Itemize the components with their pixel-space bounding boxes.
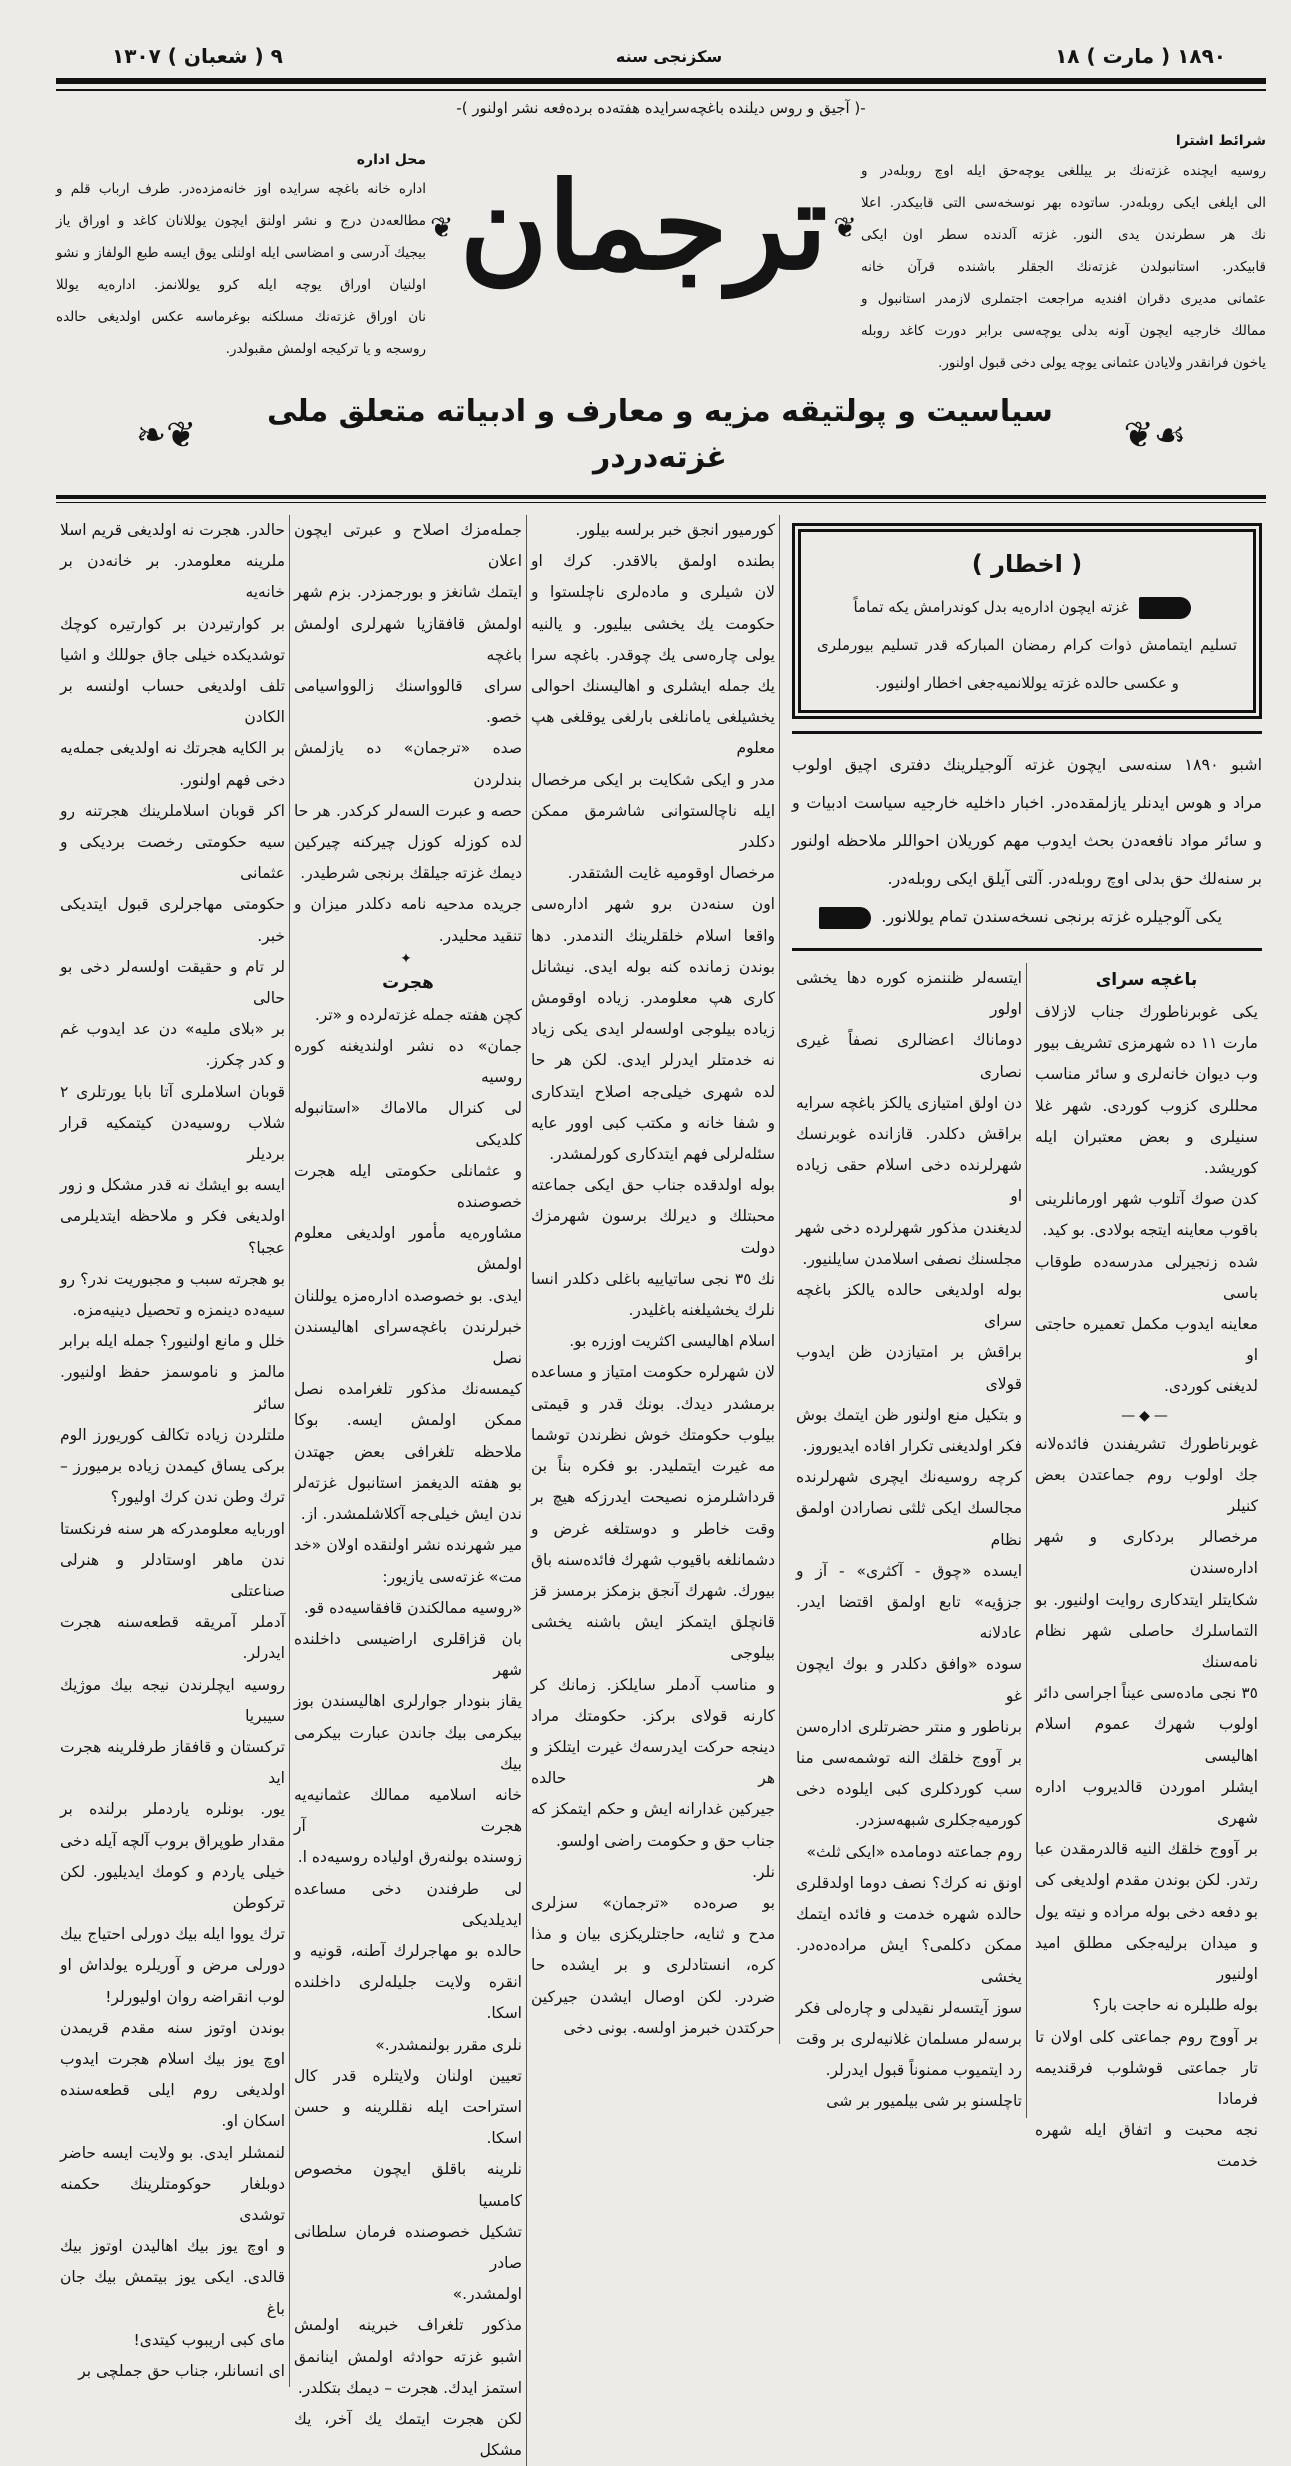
- text-line: وب دیوان خانه‌لری و سائر مناسب: [1035, 1065, 1258, 1084]
- right-section: [780, 515, 1266, 2178]
- text-line: وقت خاطر و دوستلغه غرض و: [531, 1519, 775, 1538]
- text-line: محللری کزوب کوردی. شهر غلا: [1035, 1096, 1258, 1115]
- text-line: حرکتدن خبرمز اولسه. بونی دخی: [563, 2018, 775, 2037]
- text-line: مای کبی اریبوب کیتدی!: [133, 2330, 285, 2349]
- text-line: بر آووج روم جماعتی کلی اولان تا: [1035, 2027, 1258, 2046]
- text-line: قابیکدر. استانبولدن غزته‌نك الجقلر باشنده قرآن خانه: [861, 259, 1266, 275]
- text-line: بان قزاقلری اراضیسی داخلنده شهر: [294, 1629, 522, 1680]
- text-line: مدر و ایکی شکایت بر ایکی مرخصال: [531, 770, 775, 789]
- notice-heading: ( اخطار ): [971, 550, 1083, 578]
- text-line: جك اولوب روم جماعتدن بعض کنیلر: [1035, 1465, 1258, 1516]
- text-line: ٣٥ نجی ماده‌سی عیناً اجراسی دائر: [1035, 1684, 1258, 1703]
- text-line: اونق نه کرك؟ نصف دوما اولدقلری: [796, 1873, 1022, 1892]
- text-line: محبتلك و دیرلك برسون شهرمزك دولت: [531, 1207, 775, 1257]
- text-line: مارت ١١ ده شهرمزی تشریف بیور: [1035, 1034, 1258, 1053]
- text-line: توشدیکده خیلی جاق جوللك و اشیا: [60, 645, 285, 664]
- text-line: کورمیور انجق خبر برلسه بیلور.: [575, 521, 775, 539]
- text-line: تسلیم ایتمامش ذوات کرام رمضان المبارکه قدر تسلیم بیورملری: [817, 636, 1237, 654]
- section-heading-bahcesaray: باغچه سرای: [1095, 970, 1198, 990]
- text-line: فکر اولدیغنی تکرار افاده ایدیوروز.: [802, 1437, 1022, 1456]
- text-line: بیورك. شهرك آنجق بزمکز برمسز قز: [531, 1581, 775, 1600]
- ornament-right: ❦: [833, 210, 857, 244]
- text-line: نلرینه باقلق ایچون مخصوص کامسیا: [294, 2160, 522, 2210]
- text-line: دیمك غزته جیلقك برنجی شرطیدر.: [300, 864, 522, 883]
- text-line: ضردر. لکن اوصال ایشدن جیرکین: [531, 1987, 775, 2006]
- text-line: رتدر. لکن بوندن مقدم اولدیغی کی: [1035, 1871, 1258, 1890]
- date-hijri: ٩ ( شعبان ) ١٣٠٧: [112, 44, 283, 68]
- office-heading: محل اداره: [356, 152, 426, 168]
- text-line: یك جمله ایشلری و اهالیسنك احوالی: [531, 677, 775, 696]
- text-line: بر آووج خلقك النیه قالدرمقدن عبا: [1035, 1840, 1258, 1859]
- text-line: سنیلری و بعض معتبران ایله کوریشد.: [1035, 1127, 1258, 1178]
- text-line: ترك وطن ندن کرك اولیور؟: [110, 1488, 285, 1507]
- text-line: تار جماعتی قوشلوب فرقندیمه فرمادا: [1035, 2058, 1258, 2108]
- column-text: [294, 515, 522, 952]
- text-line: صده «ترجمان» ده یازلمش بندلردن: [294, 739, 522, 789]
- text-line: نك هر سطرندن یدی النور. غزته آلدنده سطر اون ایکی: [861, 227, 1266, 243]
- column-text: [294, 1000, 522, 2466]
- subscription-block: [861, 127, 1266, 379]
- text-line: و سائر مواد نافعه‌دن بحث ایدوب مهم کوریلان احواللر ملاحظه اولنور: [792, 831, 1262, 850]
- text-line: نان اوراق غزته‌نك مسلکنه بوغرماسه عکس اولدیغی حالده: [56, 309, 426, 325]
- text-line: حکومت یك یخشی بیلیور. و یالنیه: [531, 614, 775, 633]
- text-line: دورلی مرض و آوریلره یولداش او: [60, 1956, 285, 1975]
- text-line: لر تام و حقیقت اولسه‌لر دخی بو حالی: [60, 957, 285, 1008]
- text-line: نلر.: [752, 1862, 775, 1881]
- text-line: شکایتلر ایتدکاری روایت اولنیور. بو: [1035, 1590, 1258, 1609]
- text-line: مجالسك ایکی ثلثی نصارادن اولمق نظام: [796, 1499, 1022, 1549]
- text-line: خلل و مانع اولنیور؟ جمله ایله برابر: [60, 1332, 285, 1351]
- text-line: بوندن زمانده کنه بوله ایدی. نیشانل: [531, 957, 775, 976]
- text-line: الی ایلغی ایکی روبله‌در. ساتوده بهر نوسخه‌سی التی قابیکدر. اعلا: [861, 195, 1266, 211]
- text-line: ملرینه معلومدر. بر خانه‌دن بر خانه‌یه: [60, 552, 285, 602]
- text-line: یور. بونلره یاردملر برلنده بر: [60, 1800, 285, 1819]
- text-line: ایدی. بو خصوصده اداره‌مزه یوللنان: [294, 1286, 522, 1305]
- text-line: بوله اولدیغی حالده یالکز باغچه سرای: [796, 1281, 1022, 1331]
- text-line: کیمسه‌نك مذکور تلغرامده نصل: [294, 1380, 522, 1399]
- text-line: مالمز و ناموسمز حفظ اولنیور. سائر: [60, 1363, 285, 1413]
- section-ornament: —◆—: [1121, 1407, 1172, 1424]
- text-line: زوسنده بولنه‌رق اولیاده روسیه‌ده ا.: [297, 1848, 522, 1867]
- masthead-rule-thin: [56, 502, 1266, 503]
- text-line: بو هجرته سبب و مجبوریت ندر؟ رو: [60, 1269, 285, 1288]
- text-line: بو هفته الدیغمز استانبول غزته‌لر: [294, 1473, 522, 1492]
- text-line: و بتکیل منع اولنور ظن ایتمك بوش: [796, 1405, 1022, 1424]
- text-line: و عثمانلی حکومتی ایله هجرت خصوصنده: [294, 1161, 522, 1212]
- ornament-left: ❦: [430, 210, 454, 244]
- text-line: برمشدر دیدك. بونك قدر و قیمتی: [531, 1394, 775, 1413]
- text-line: شلاب روسیه‌دن کیتمکیه قرار بردیلر: [60, 1113, 285, 1164]
- lower-columns: [792, 963, 1262, 2178]
- column-bahcesaray: [1027, 963, 1262, 2178]
- text-line: قوبان اسلاملری آتا بابا یورتلری ۲: [60, 1082, 285, 1101]
- text-line: اولدیغی روم ایلی قطعه‌سنده اسکان او.: [60, 2081, 285, 2131]
- text-line: لوب انقراضه روان اولیورلر!: [105, 1987, 285, 2006]
- text-line: جیرکین غدارانه ایش و حکم ایتمکز که: [531, 1800, 775, 1819]
- section-rule: [792, 731, 1262, 734]
- subscription-announcement: [792, 746, 1262, 936]
- column-f: [792, 963, 1027, 2118]
- text-line: ترکستان و قافقاز طرفلرینه هجرت اید: [60, 1737, 285, 1788]
- text-line: کاری هپ معلومدر. زیاده اوقومش: [531, 989, 775, 1008]
- text-line: اشبو غزته حوادثه اولمش اینانمق: [294, 2347, 522, 2366]
- text-line: التماسلرك حاصلی شهر نظام نامه‌سنك: [1035, 1621, 1258, 1672]
- text-line: جریده مدحیه نامه دکلدر میزان و: [294, 895, 522, 914]
- text-line: مجلسنك نصفی اسلامدن سایلنیور.: [802, 1249, 1022, 1268]
- text-line: خیلی یاردم و کومك ایدیلیور. لکن ترکوطن: [60, 1862, 285, 1912]
- text-line: ترك یووا ایله بیك دورلی احتیاج بیك: [60, 1925, 285, 1944]
- text-line: رد ایتمیوب ممنوناً قبول ایدرلر.: [825, 2061, 1022, 2080]
- text-line: دوماناك اعضالری نصفاً غیری نصاری: [796, 1031, 1022, 1081]
- text-line: مرخصالر بردکاری و شهر اداره‌سندن: [1035, 1528, 1258, 1578]
- header-rule-thin: [56, 89, 1266, 91]
- section-rule: [792, 948, 1262, 951]
- column-c: [527, 515, 780, 2044]
- text-line: و میدان برلیه‌جکی مطلق امید اولنیور: [1035, 1933, 1258, 1984]
- text-line: یخشیلغی یامانلغی بارلغی یوقلغی هپ معلوم: [531, 708, 775, 758]
- text-line: انقره ولایت جلیله‌لری داخلنده اسکا.: [294, 1973, 522, 2023]
- text-line: تشکیل خصوصنده فرمان سلطانی صادر: [294, 2222, 522, 2272]
- text-line: دینجه حرکت ایدرسه‌ك غیرت ایتلکز و هر حالده: [531, 1737, 775, 1788]
- text-line: «روسیه ممالکندن قافقاسیه‌ده قو.: [303, 1598, 522, 1617]
- text-line: لدیغنی کوردی.: [1163, 1377, 1258, 1396]
- text-line: ممکن اولمش ایسه. بوکا: [294, 1411, 522, 1430]
- text-line: برکی یساق کیمدن زیاده برمیورز –: [60, 1457, 285, 1476]
- text-line: لان شیلری و ماده‌لری ناچلستوا و: [531, 583, 775, 602]
- text-line: ملتلردن زیاده تکالف کوریورز الوم: [60, 1425, 285, 1444]
- text-line: یکی غوبرناطورك جناب لازلاف: [1035, 1003, 1258, 1021]
- text-line: نه خدمتلر ایدرلر ایدی. لکن هر حا: [531, 1051, 775, 1070]
- notice-line: غزته ایچون اداره‌یه بدل کوندرامش یکه تماماً: [853, 598, 1129, 616]
- text-line: حصه و عبرت السه‌لر کرکدر. هر حا: [294, 801, 522, 820]
- banner-motto: سیاسیت و پولتیقه مزیه و معارف و ادبیاته متعلق ملی غزته‌دردر: [267, 394, 1053, 475]
- text-line: یقاز بنودار جوارلری اهالیسندن بوز: [294, 1692, 522, 1711]
- newspaper-page: [56, 0, 1266, 2466]
- text-line: و شفا خانه و مکتب کبی اوور عایه: [531, 1113, 775, 1132]
- text-line: دوبلغار حوکومتلرینك حکمنه توشدی: [60, 2174, 285, 2224]
- text-line: براقش دکلدر. قازانده غوبرنسك: [796, 1125, 1022, 1144]
- text-line: مشاوره‌یه مأمور اولدیغی معلوم اولمش: [294, 1224, 522, 1274]
- text-line: اداره خانه باغچه سرایده اوز خانه‌مزده‌در. طرف ارباب قلم و: [56, 181, 426, 197]
- text-line: عثمانی مدیری دقران افندیه مراجعت اجتملری لازمدر استانبول و: [861, 291, 1266, 307]
- text-line: سیه حکومتی رخصت بردیکی و عثمانی: [60, 833, 285, 883]
- text-line: کچن هفته جمله غزته‌لرده و «تر.: [314, 1005, 522, 1024]
- notice-box: [792, 523, 1262, 719]
- text-line: لدیغندن مذکور شهرلرده دخی شهر: [796, 1218, 1022, 1237]
- text-line: سب کوردکلری کبی ایلوده دخی: [796, 1780, 1022, 1799]
- text-line: کدن صوك آتلوب شهر اورمانلرینی: [1035, 1190, 1258, 1209]
- columns-row: [56, 515, 1266, 2466]
- text-line: خبرلرندن باغچه‌سرای اهالیسندن نصل: [294, 1317, 522, 1368]
- text-line: آدملر آمریقه قطعه‌سنه هجرت ایدرلر.: [60, 1613, 285, 1663]
- masthead: [56, 127, 1266, 379]
- text-line: نجه محبت و اتفاق ایله شهره خدمت: [1035, 2121, 1258, 2171]
- text-line: و مناسب آدملر سایلکز. زمانك کر: [531, 1675, 775, 1694]
- text-line: جناب حق و حکومت راضی اولسو.: [555, 1831, 775, 1850]
- text-line: ایتمك شانغز و بورجمزدر. بزم شهر: [294, 583, 522, 602]
- text-line: و کدر چکرز.: [205, 1051, 285, 1070]
- text-line: روسیه ایچنده غزته‌نك بر ییللغی یوچه‌حق ایله اوچ روبله‌در و: [861, 163, 1266, 179]
- text-line: اولدیغی فکر و ملاحظه ایتدیلرمی عجبا؟: [60, 1207, 285, 1257]
- text-line: لنمشلر ایدی. بو ولایت ایسه حاضر: [60, 2143, 285, 2162]
- text-line: معاینه ایدوب مکمل تعمیره حاجتی او: [1035, 1315, 1258, 1365]
- text-line: لی طرفندن دخی مساعده ایدیلدیکی: [294, 1879, 522, 1929]
- text-line: واقعا اسلام خلقلرینك الندمدر. دها: [531, 926, 775, 945]
- column-text: [796, 963, 1022, 2118]
- text-line: بر آووج خلقك النه توشمه‌سی منا: [796, 1749, 1022, 1768]
- text-line: ممالك خارجیه ایچون آونه بدلی یوچه‌سی برابر دورت کاغد روبله: [861, 323, 1266, 339]
- banner-ornament-right: ❦☙: [1123, 414, 1186, 456]
- text-line: میر شهرنده نشر اولنقده اولان «خد: [294, 1536, 522, 1555]
- text-line: نلرك یخشیلغنه باغلیدر.: [628, 1301, 775, 1320]
- text-line: تعیین اولنان ولایتلره قدر کال: [294, 2066, 522, 2085]
- text-line: بیکرمی بیك جاندن عبارت بیکرمی بیك: [294, 1723, 522, 1773]
- text-line: باقوب معاینه ایتجه بولادی. بو کید.: [1042, 1221, 1258, 1240]
- newspaper-title: ترجمان: [459, 156, 828, 297]
- text-line: استراحت ایله نقللرینه و حسن اسکا.: [294, 2097, 522, 2148]
- column-text: [531, 515, 775, 2044]
- text-line: لده کوزله کوزل چیرکنه چیرکین: [294, 833, 522, 852]
- text-line: لده شهری خیلی‌جه اصلاح ایتدکاری: [531, 1082, 775, 1101]
- text-line: ای انسانلر، جناب حق جملچی بر: [78, 2361, 285, 2380]
- section-heading-hijra: هجرت: [382, 972, 434, 993]
- text-line: دخی فهم اولنور.: [179, 770, 285, 789]
- text-line: مطالعه‌دن درج و نشر اولنق ایچون یوللانان کاغد و اوراق یاز: [56, 213, 426, 229]
- text-line: نك ٣٥ نجی ساتیاییه باغلی دکلدر انسا: [531, 1269, 775, 1288]
- text-line: قالدی. ایکی یوز بیتمش بیك جان باغ: [60, 2268, 285, 2318]
- text-line: جمان» ده نشر اولندیغنه کوره روسیه: [294, 1037, 522, 1087]
- text-line: حالده شهره خدمت و فائده ایتمك: [796, 1905, 1022, 1924]
- title-block: [430, 127, 857, 307]
- announcement-last-line: یکی آلوجیلره غزته برنجی نسخه‌سندن تمام یوللانور.: [881, 907, 1222, 926]
- text-line: و اوچ یوز بیك اهالیدن اوتوز بیك: [60, 2237, 285, 2256]
- text-line: سئله‌لرلی فهم ایتدکاری کورلمشدر.: [549, 1145, 775, 1164]
- text-line: استمز ایدك. هجرت – دیمك بتکلدر.: [297, 2378, 522, 2397]
- header-row: [56, 44, 1266, 68]
- text-line: مقدار طوپراق بروب آلچه آیله دخی: [60, 1831, 285, 1850]
- text-line: بو صره‌ده «ترجمان» سزلری: [531, 1893, 775, 1912]
- header-rule: [56, 78, 1266, 84]
- text-line: اولوب شهرك عموم اسلام اهالیسی: [1035, 1715, 1258, 1765]
- text-line: دن اولق امتیازی یالکز باغچه سرایه: [796, 1093, 1022, 1112]
- column-text: [1035, 1429, 1258, 2178]
- pointing-hand-icon: [819, 907, 871, 929]
- text-line: جزؤیه» تابع اولمق اقتضا ایدر. عادلانه: [796, 1593, 1022, 1643]
- column-text: [1035, 997, 1258, 1403]
- text-line: خانه اسلامیه ممالك عثمانیه‌یه هجرت آر: [294, 1785, 522, 1836]
- text-line: نلری مقرر بولنمشدر.»: [375, 2035, 522, 2054]
- masthead-rule: [56, 495, 1266, 499]
- text-line: لکن هجرت ایتمك یك آخر، یك مشکل: [294, 2409, 522, 2460]
- text-line: بر کوارتیردن بر کوارتیره کوچك: [60, 614, 285, 633]
- text-line: ایشلر اموردن قالدیروب اداره شهری: [1035, 1777, 1258, 1828]
- column-b: [290, 515, 527, 2466]
- text-line: تنقید محلیدر.: [438, 926, 522, 945]
- text-line: لان شهرلره حکومت امتیاز و مساعده: [531, 1363, 775, 1382]
- text-line: مذکور تلغراف خبرینه اولمش: [294, 2316, 522, 2335]
- text-line: بوله طلبلره نه حاجت بار؟: [1092, 1996, 1258, 2015]
- text-line: [817, 588, 1237, 626]
- column-text: [60, 515, 285, 2387]
- text-line: جمله‌مزك اصلاح و عبرتی ایچون اعلان: [294, 521, 522, 571]
- banner-ornament-left: ❧❦: [136, 414, 197, 456]
- text-line: تلف اولدیغی حساب اولنسه بر الکادن: [60, 677, 285, 727]
- text-line: بوله اولدقده جناب حق ایکی جماعته: [531, 1176, 775, 1195]
- text-line: ندن ماهر اوستادلر و هنرلی صناعتلی: [60, 1550, 285, 1600]
- text-line: قانچلق ایتمکز ایش باشنه یخشی بیلوجی: [531, 1613, 775, 1663]
- text-line: بوندن اوتوز سنه مقدم قریمدن: [60, 2018, 285, 2037]
- text-line: سرای قالوواسنك زالوواسیامی خصو.: [294, 677, 522, 727]
- text-line: لی کنرال مالاماك «استانبوله کلدیکی: [294, 1099, 522, 1149]
- text-line: برناطور و منتر حضرتلری اداره‌سن: [796, 1717, 1022, 1736]
- pointing-hand-icon: [1139, 597, 1191, 619]
- text-line: دشمانلغه باقیوب شهرك فائده‌سنه باق: [531, 1550, 775, 1569]
- text-line: سوده «وافق دکلدر و بوك ایچون غو: [796, 1655, 1022, 1705]
- text-line: بر الکایه هجرتك نه اولدیغی جمله‌یه: [60, 739, 285, 758]
- subscription-heading: شرائط اشترا: [1175, 133, 1266, 149]
- text-line: کارنه قولای برکز. حکومتك مراد: [531, 1706, 775, 1725]
- text-line: بیجیك آدرسی و امضاسی ایله اولنلی یوق ایسه طبع الولفاز و نشو: [56, 245, 426, 261]
- text-line: سیه‌ده دینمزه و تحصیل دینیه‌مزه.: [72, 1301, 285, 1320]
- volume-label: سکزنجی سنه: [615, 46, 723, 66]
- text-line: مت» غزته‌سی یازیور:: [382, 1567, 522, 1586]
- text-line: زیاده بیلوجی اولسه‌لر ایدی یکی زیاد: [531, 1020, 775, 1039]
- text-line: کرچه روسیه‌نك ایچری شهرلرنده: [796, 1468, 1022, 1487]
- text-line: ایتسه‌لر ظننمزه کوره دها یخشی اولور: [796, 969, 1022, 1019]
- text-line: روسیه ایچلرندن نیجه بیك موژیك سیبریا: [60, 1675, 285, 1725]
- text-line: سوز آیتسه‌لر نقیدلی و چاره‌لی فکر: [796, 1998, 1022, 2017]
- text-line: ایله ناچالستوانی شاشرمق ممکن دکلدر: [531, 801, 775, 852]
- office-block: [56, 127, 426, 365]
- text-line: یاخون فرانقدر ولایادن عثمانی یوچه یولی دخی قبول اولنور.: [938, 355, 1266, 371]
- text-line: بو دفعه دخی بوله مراده و نیته یول: [1035, 1902, 1258, 1921]
- banner-row: [56, 389, 1266, 481]
- text-line: روسجه و یا ترکیجه اولمش مقبولدر.: [225, 341, 426, 357]
- text-line: مراد و هوس ایدنلر یازلمقده‌در. اخبار داخلیه خارجیه سیاست ادبیات و: [792, 793, 1262, 812]
- text-line: حالده بو مهاجرلرك آطنه، قونیه و: [294, 1941, 522, 1960]
- text-line: شده زنجیرلی مدرسه‌ده طوقاب باسی: [1035, 1252, 1258, 1302]
- text-line: مه غیرت ایتملیدر. بو فکره بناً بن: [531, 1457, 775, 1476]
- text-line: تاچلسنو بر شی بیلمیور بر شی: [826, 2092, 1022, 2111]
- text-line: بطنده اولمق بالاقدر. کرك او: [531, 552, 775, 571]
- text-line: اسلام اهالیسی اکثریت اوزره بو.: [569, 1332, 775, 1351]
- text-line: کورمیه‌جکلری شبهه‌سزدر.: [854, 1811, 1022, 1830]
- text-line: کره، انستادلری و بر ایشده حا: [531, 1956, 775, 1975]
- text-line: مدح و ثنایه، حاجتلریکزی بیان و مذا: [531, 1925, 775, 1944]
- text-line: ملاحظه تلغرافی بعض جهتدن: [294, 1442, 522, 1461]
- text-line: غوبرناطورك تشریفندن فائده‌لانه: [1035, 1434, 1258, 1453]
- text-line: اولنیان اوراق یوچه ایله کرو یوللانمز. اداره‌یه یوللا: [56, 277, 426, 293]
- text-line: اوچ یوز بیك اسلام هجرت ایدوب: [60, 2049, 285, 2068]
- text-line: اکر قوبان اسلاملرینك هجرتنه رو: [60, 801, 285, 820]
- text-line: بیلوب حکومتك خوش نظرندن توشما: [531, 1425, 775, 1444]
- text-line: اولمش قافقازیا شهرلری اولمش باغچه: [294, 614, 522, 664]
- text-line: روم جماعته دومامده «ایکی ثلث»: [806, 1842, 1022, 1861]
- text-line: ایسده «چوق - آکثری» - آز و: [796, 1561, 1022, 1580]
- text-line: ندن ایش خیلی‌جه آکلاشلمشدر. از.: [300, 1505, 522, 1524]
- text-line: بر «بلای ملیه» دن عد ایدوب غم: [60, 1020, 285, 1039]
- text-line: و عکسی حالده غزته یوللانمیه‌جغی اخطار اولنیور.: [875, 674, 1179, 692]
- date-gregorian: ١٨٩٠ ( مارت ) ١٨: [1055, 44, 1226, 68]
- text-line: مرخصال اوقومیه غایت الشتقدر.: [567, 864, 775, 883]
- text-line: [792, 898, 1262, 936]
- section-ornament: ✦: [400, 950, 416, 967]
- text-line: اون سنه‌دن برو شهر اداره‌سی: [531, 895, 775, 914]
- text-line: برسه‌لر مسلمان غلانیه‌لری بر وقت: [796, 2029, 1022, 2048]
- column-a: [56, 515, 290, 2387]
- text-line: حالدر. هجرت نه اولدیغی قریم اسلا: [60, 521, 285, 539]
- text-line: قرداشلرمزه نصیحت ایدرزکه هیچ بر: [531, 1488, 775, 1507]
- text-line: اوربایه معلومدرکه هر سنه فرنکستا: [60, 1519, 285, 1538]
- text-line: بر سنه‌لك حق بدلی اوچ روبله‌در. آلتی آیلق ایکی روبله‌در.: [887, 869, 1262, 888]
- subtitle: -( آجیق و روس دیلنده باغچه‌سرایده هفته‌ده برده‌فعه نشر اولنور )-: [456, 99, 866, 117]
- text-line: اولمشدر.»: [452, 2285, 522, 2304]
- text-line: یولی چاره‌سی یك چوقدر. باغچه سرا: [531, 645, 775, 664]
- text-line: اشبو ١٨٩٠ سنه‌سی ایچون غزته آلوجیلرینك دفتری اچیق اولوب: [792, 755, 1263, 774]
- text-line: ایسه بو ایشك نه قدر مشکل و زور: [60, 1176, 285, 1195]
- text-line: براقش بر امتیازدن ظن ایدوب قولای: [796, 1343, 1022, 1393]
- text-line: ممکن دکلمی؟ ایش مراده‌ده‌در. یخشی: [796, 1936, 1022, 1986]
- text-line: شهرلرنده دخی اسلام حقی زیاده او: [796, 1156, 1022, 1206]
- text-line: حکومتی مهاجرلری قبول ایتدیکی خبر.: [60, 895, 285, 945]
